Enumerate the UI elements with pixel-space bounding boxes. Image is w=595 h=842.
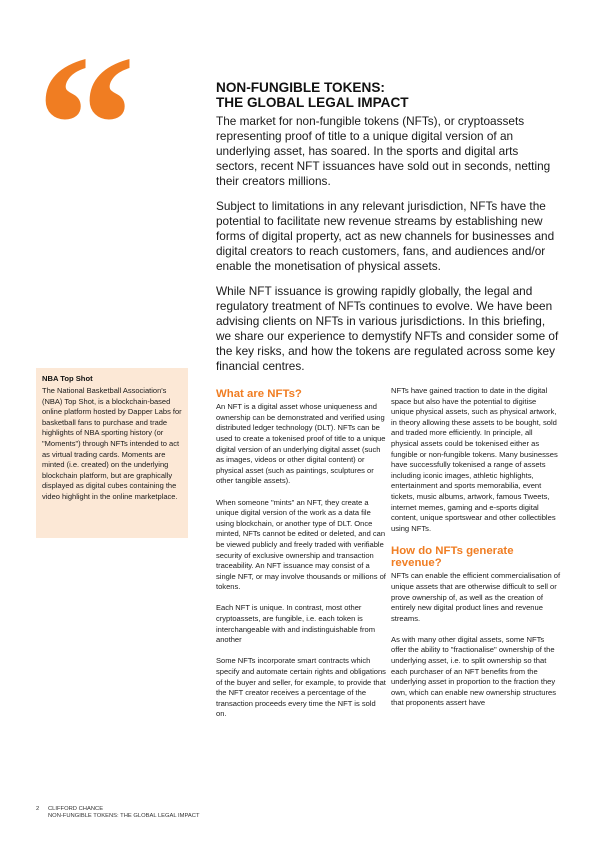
- intro-section: [216, 114, 561, 384]
- body-paragraph: When someone "mints" an NFT, they create a unique digital version of the work as a data file using blockchain, or another type of DLT. Once minted, NFTs cannot be edited or deleted, and can be viewed publicly and freely traded with verifiable security of exclusive ownership and transaction traceability. An NFT issuance may consist of a single NFT, or may involve thousands or millions of tokens.: [216, 497, 386, 592]
- section-heading-how-do-nfts-generate-revenue: How do NFTs generate revenue?: [391, 544, 514, 570]
- body-paragraph: NFTs can enable the efficient commercialisation of unique assets that are otherwise difficult to sell or prove ownership of, as well as the creation of entirely new digital product lines and revenue streams.: [391, 571, 561, 623]
- sidebar-heading: NBA Top Shot: [42, 374, 93, 383]
- body-paragraph: Some NFTs incorporate smart contracts which specify and automate certain rights and obligations of the buyer and seller, for example, to provide that the NFT creator receives a percentage of the transaction proceeds every time the NFT is sold on.: [216, 656, 386, 719]
- body-paragraph: An NFT is a digital asset whose uniqueness and ownership can be demonstrated and verified using distributed ledger technology (DLT). NFTs can be used to create a tokenised proof of title to a unique digital version of an underlying digital asset (such as images, videos or other digital content) or physical asset (such as paintings, sculptures or other tangible assets).: [216, 402, 386, 486]
- page-title-line2: THE GLOBAL LEGAL IMPACT: [216, 94, 409, 110]
- intro-paragraph: While NFT issuance is growing rapidly globally, the legal and regulatory treatment of NFTs continues to evolve. We have been advising clients on NFTs in various jurisdictions. In this briefing, we share our experience to demystify NFTs and consider some of the key risks, and how the tokens are regulated across some key financial centres.: [216, 284, 559, 373]
- sidebar-body: The National Basketball Association's (NBA) Top Shot, is a blockchain-based online platform hosted by Dapper Labs for basketball fans to purchase and trade highlights of NBA sporting history (or "Moments") through NFTs intended to act as virtual trading cards. Moments are minted (i.e. created) on the underlying blockchain platform, but are graphically displayed as digital cubes containing the video highlight in the online marketplace.: [42, 386, 182, 501]
- body-paragraph: As with many other digital assets, some NFTs offer the ability to "fractionalise" ownership of the underlying asset, i.e. to split ownership so that each purchaser of an NFT benefits from the underlying asset in proportion to the fraction they own, which can enable new ownership structures that proponents assert have: [391, 634, 557, 708]
- quote-mark-icon: “: [36, 15, 130, 236]
- page-footer: [36, 806, 200, 820]
- body-paragraph: NFTs have gained traction to date in the digital space but also have the potential to digitise unique physical assets, such as physical artwork, in theory allowing these assets to be bought, sold and traded more efficiently. In principle, all physical assets could be tokenised either as fungible or non-fungible tokens. Many businesses have successfully tokenised a range of assets including iconic images, athletic highlights, entertainment and sports memorabilia, event tickets, music albums, artwork, famous Tweets, internet memes, gaming and e-sports digital content, unique sportswear and other collectibles using NFTs.: [391, 386, 558, 533]
- section-heading-what-are-nfts: What are NFTs?: [216, 388, 302, 400]
- page-number: 2: [36, 806, 40, 812]
- footer-firm-name: CLIFFORD CHANCE: [48, 806, 104, 812]
- intro-paragraph: Subject to limitations in any relevant jurisdiction, NFTs have the potential to facilitate new revenue streams by establishing new forms of digital property, act as new channels for businesses and digital creators to reach customers, fans, and audiences and/or enable the monetisation of physical assets.: [216, 199, 555, 273]
- page-title-line1: NON-FUNGIBLE TOKENS:: [216, 80, 385, 95]
- footer-doc-title: NON-FUNGIBLE TOKENS: THE GLOBAL LEGAL IMPACT: [48, 813, 200, 819]
- intro-paragraph: The market for non-fungible tokens (NFTs), or cryptoassets representing proof of title to a unique digital version of an underlying asset, has soared. In the sports and digital arts sectors, recent NFT issuances have sold out in seconds, netting their creators millions.: [216, 114, 551, 188]
- nba-top-shot-sidebar: [36, 368, 188, 538]
- body-paragraph: Each NFT is unique. In contrast, most other cryptoassets, are fungible, i.e. each token is interchangeable with and indistinguishable from another: [216, 603, 376, 645]
- right-column: [391, 386, 561, 720]
- page-title: [216, 81, 556, 110]
- left-column: [216, 388, 386, 731]
